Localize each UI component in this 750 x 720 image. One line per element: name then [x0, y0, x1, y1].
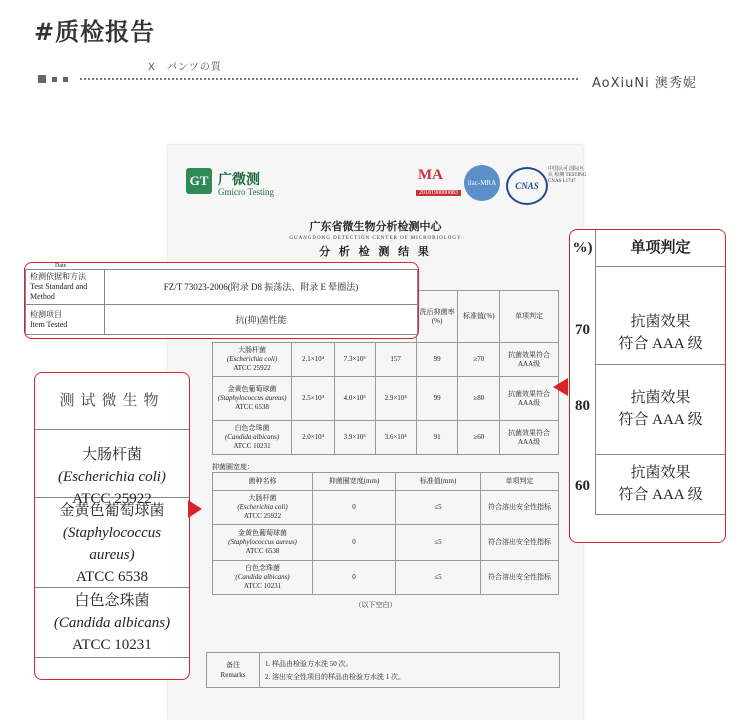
logo-cn: 广微测: [218, 173, 260, 188]
divider-square-icon: [38, 75, 46, 83]
table-row: 大肠杆菌 (Escherichia coli) ATCC 25922 0 ≤5 符合溶出安全性指标: [213, 491, 559, 525]
report-document: [168, 145, 587, 720]
blank-note: （以下空白）: [354, 601, 397, 609]
table-row: 白色念珠菌 (Candida albicans) ATCC 10231 2.0×10⁴ 3.9×10⁵ 3.6×10⁴ 91 ≥60 抗菌效果符合AAA级: [213, 421, 559, 455]
remark-2: 2. 溶出安全性项目的样品由检验方水洗 1 次。: [265, 673, 405, 681]
remarks-box: [206, 652, 560, 688]
zone-width-label: 抑菌圈宽度：: [212, 463, 254, 471]
std-value: 60: [575, 478, 590, 494]
arrow-left-icon: [553, 378, 568, 396]
report-title: 分 析 检 测 结 果: [319, 246, 432, 258]
header-divider: [38, 72, 578, 86]
divider-square-icon: [63, 77, 68, 82]
col-header-width: 抑菌圈宽度(mm): [313, 473, 396, 491]
remarks-label-en: Remarks: [220, 671, 246, 679]
item-label-en: Item Tested: [30, 319, 68, 329]
list-item: 白色念珠菌 (Candida albicans) ATCC 10231: [35, 588, 189, 658]
brand-name: AoXiuNi 澳秀妮: [592, 76, 697, 91]
cnas-text: 中国认可 国际互认 检测 TESTING CNAS L1747: [548, 167, 587, 184]
standard-label-en: Test Standard and Method: [30, 282, 88, 301]
zoom-callout-standard: [24, 262, 419, 339]
zoom-callout-microbes: [34, 372, 190, 680]
table-row: 大肠杆菌 (Escherichia coli) ATCC 25922 2.1×10⁴ 7.3×10⁶ 157 99 ≥70 抗菌效果符合AAA级: [213, 343, 559, 377]
col-header-std: 标准值(mm): [396, 473, 481, 491]
list-item: 抗菌效果 符合 AAA 级: [595, 454, 725, 515]
org-name-cn: 广东省微生物分析检测中心: [309, 221, 442, 233]
table-row: 白色念珠菌 (Candida albicans) ATCC 10231 0 ≤5 符合溶出安全性指标: [213, 561, 559, 595]
standard-label-cn: 检测依据和方法: [30, 272, 86, 281]
list-item: 金黄色葡萄球菌 (Staphylococcus aureus) ATCC 6538: [35, 498, 189, 588]
col-header-std: 标准值(%): [458, 291, 500, 343]
logo-en: Gmicro Testing: [218, 187, 274, 197]
zone-table: [212, 472, 559, 595]
standard-value: FZ/T 73023-2006(附录 D8 振荡法、附录 E 晕圈法): [105, 270, 418, 305]
std-value: 80: [575, 398, 590, 414]
zoom-callout-judgement: [569, 229, 726, 543]
col-header-rate: 洗后抑菌率(%): [416, 291, 458, 343]
divider-dots: [80, 78, 578, 80]
microbe-header: 测试微生物: [35, 373, 189, 430]
std-header-fragment: %): [572, 240, 593, 256]
col-header-strain: 菌种名称: [213, 473, 313, 491]
judge-header: 单项判定: [595, 230, 725, 267]
col-header-judge: 单项判定: [481, 473, 559, 491]
cnas-icon: CNAS: [506, 167, 548, 205]
cma-cert-icon: MA: [418, 167, 443, 183]
arrow-right-icon: [188, 500, 202, 518]
divider-square-icon: [52, 77, 57, 82]
std-value: 70: [575, 322, 590, 338]
org-name-en: GUANGDONG DETECTION CENTER OF MICROBIOLOGY: [289, 236, 462, 241]
table-row: 金黄色葡萄球菌 (Staphylococcus aureus) ATCC 6538 0 ≤5 符合溶出安全性指标: [213, 525, 559, 561]
page-subtitle: X パンツの質: [148, 62, 222, 73]
table-row: 金黄色葡萄球菌 (Staphylococcus aureus) ATCC 6538 2.5×10⁴ 4.0×10⁶ 2.9×10⁴ 99 ≥80 抗菌效果符合AAA级: [213, 377, 559, 421]
item-label-cn: 检测项目: [30, 309, 62, 319]
cma-cert-number: 2018190000883: [416, 190, 461, 196]
page-title: #质检报告: [34, 18, 156, 46]
date-label: Date: [55, 263, 67, 269]
list-item: 抗菌效果 符合 AAA 级: [595, 364, 725, 455]
item-value: 抗(抑)菌性能: [105, 305, 418, 335]
list-item: 大肠杆菌 (Escherichia coli) ATCC 25922: [35, 430, 189, 498]
remark-1: 1. 样品由检验方水洗 50 次。: [265, 660, 353, 668]
ilac-mra-icon: ilac-MRA: [464, 165, 500, 201]
gmicro-logo-icon: GT: [186, 168, 212, 194]
col-header-judge: 单项判定: [500, 291, 559, 343]
remarks-label-cn: 备注: [226, 661, 240, 669]
list-item: 抗菌效果 符合 AAA 级: [595, 302, 725, 365]
